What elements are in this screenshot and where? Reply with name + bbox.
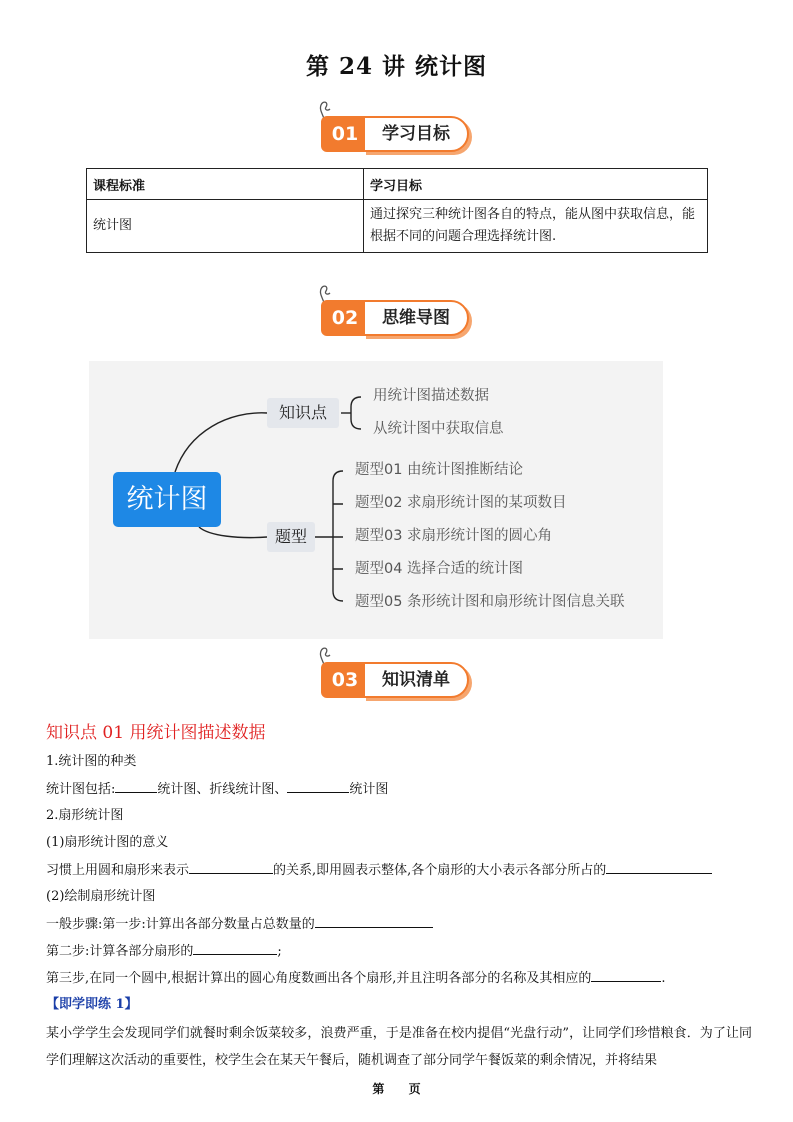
section-label: 学习目标 [363,116,469,152]
text-line [46,861,712,880]
text-segment: 一般步骤:第一步:计算出各部分数量占总数量的 [46,917,315,932]
practice-paragraph: 某小学学生会发现同学们就餐时剩余饭菜较多，浪费严重，于是准备在校内提倡“光盘行动”，让同学们珍惜粮食．为了让同学们理解这次活动的重要性，校学生会在某天午餐后，随机调查了部分同学午餐饭菜的剩余情况，并将结果 [46,1026,752,1068]
mind-map-leaf: 题型01 由统计图推断结论 [355,462,524,478]
standards-table [86,168,708,253]
table-cell: 通过探究三种统计图各自的特点，能从图中获取信息，能根据不同的问题合理选择统计图. [364,200,708,253]
table-cell: 统计图 [87,200,364,253]
table-header-row [87,169,708,200]
fill-blank[interactable] [193,942,277,955]
practice-heading: 【即学即练 1】 [46,997,138,1012]
section-label: 知识清单 [363,662,469,698]
mind-map-branch-types: 题型 [267,522,315,552]
text-line: 1.统计图的种类 [46,754,137,769]
text-segment: ; [277,944,282,959]
fill-blank[interactable] [189,861,273,874]
section-badge-knowledge [321,662,471,698]
section-label: 思维导图 [363,300,469,336]
text-line [46,780,388,799]
text-segment: 统计图包括: [46,782,116,797]
mind-map-leaf: 从统计图中获取信息 [373,421,504,437]
page-footer: 第 页 [372,1082,421,1096]
page-title: 第 24 讲 统计图 [305,53,488,80]
table-header: 课程标准 [87,169,364,200]
fill-blank[interactable] [115,780,157,793]
knowledge-point-title: 知识点 01 用统计图描述数据 [46,723,266,743]
fill-blank[interactable] [287,780,349,793]
mind-map-branch-knowledge: 知识点 [267,398,339,428]
section-number: 01 [321,116,369,152]
mind-map-leaf: 题型04 选择合适的统计图 [355,561,524,577]
table-header: 学习目标 [364,169,708,200]
text-line [46,969,666,988]
text-segment: 第三步,在同一个圆中,根据计算出的圆心角度数画出各个扇形,并且注明各部分的名称及其相应的 [46,971,592,986]
mind-map-leaf: 题型03 求扇形统计图的圆心角 [355,528,553,544]
text-line: (2)绘制扇形统计图 [46,889,156,904]
mind-map-leaf: 用统计图描述数据 [373,388,489,404]
mind-map-root: 统计图 [113,472,221,527]
text-segment: 习惯上用圆和扇形来表示 [46,863,190,878]
mind-map-leaf: 题型05 条形统计图和扇形统计图信息关联 [355,594,625,610]
text-line: 2.扇形统计图 [46,808,124,823]
text-line [46,942,282,961]
text-segment: 的关系,即用圆表示整体,各个扇形的大小表示各部分所占的 [273,863,607,878]
text-segment: . [661,971,666,986]
text-line: (1)扇形统计图的意义 [46,835,169,850]
table-row [87,200,708,253]
mind-map [89,361,663,639]
section-number: 03 [321,662,369,698]
section-badge-goals [321,116,471,152]
fill-blank[interactable] [606,861,712,874]
mind-map-leaf: 题型02 求扇形统计图的某项数目 [355,495,567,511]
text-segment: 统计图 [349,782,389,797]
section-number: 02 [321,300,369,336]
text-line [46,915,433,934]
section-badge-mindmap [321,300,471,336]
text-segment: 第二步:计算各部分扇形的 [46,944,194,959]
fill-blank[interactable] [591,969,661,982]
fill-blank[interactable] [315,915,433,928]
text-segment: 统计图、折线统计图、 [157,782,288,797]
